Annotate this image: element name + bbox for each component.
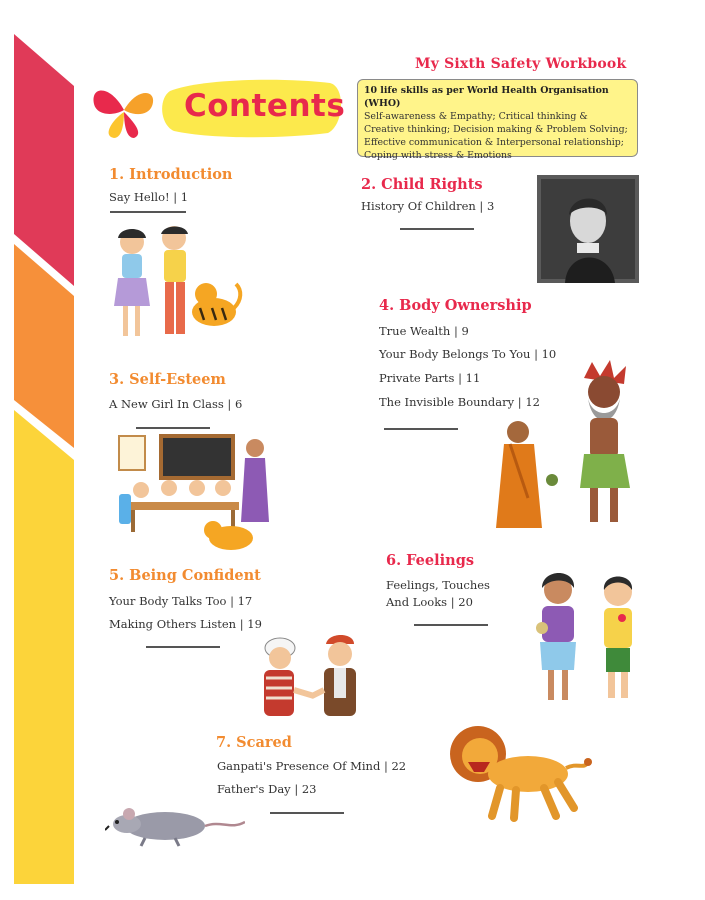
- divider: [270, 812, 344, 814]
- mouse-illustration: [105, 800, 245, 850]
- chapter-item-say-hello: Say Hello! | 1: [109, 190, 189, 204]
- boys-shaking-hands-illustration: [256, 630, 368, 722]
- chapter-heading-self-esteem: 3. Self-Esteem: [109, 371, 226, 388]
- divider: [400, 228, 474, 230]
- chapter-heading-scared: 7. Scared: [216, 734, 292, 751]
- chapter-item-fathers-day: Father's Day | 23: [217, 782, 317, 796]
- divider: [110, 211, 186, 213]
- divider: [384, 428, 458, 430]
- chapter-heading-feelings: 6. Feelings: [386, 552, 474, 569]
- chapter-item-your-body-belongs-to-you: Your Body Belongs To You | 10: [379, 347, 557, 361]
- life-skills-box: [357, 79, 638, 161]
- divider: [136, 427, 210, 429]
- chapter-heading-body-ownership: 4. Body Ownership: [379, 297, 532, 314]
- chapter-item-history-of-children: History Of Children | 3: [361, 199, 495, 213]
- classroom-illustration: [113, 434, 271, 558]
- chapter-item-ganpatis-presence-of-mind: Ganpati's Presence Of Mind | 22: [217, 759, 407, 773]
- chapter-heading-child-rights: 2. Child Rights: [361, 176, 483, 193]
- life-skills-title: 10 life skills as per World Health Organisation (WHO): [364, 85, 609, 109]
- old-photo-boy-illustration: [537, 175, 639, 283]
- divider: [146, 646, 220, 648]
- monk-and-tribal-man-illustration: [488, 358, 648, 536]
- book-title: My Sixth Safety Workbook: [415, 56, 627, 72]
- contents-title: Contents: [184, 88, 346, 124]
- chapter-item-the-invisible-boundary: The Invisible Boundary | 12: [379, 395, 540, 409]
- girl-and-boy-illustration: [528, 566, 648, 708]
- chapter-item-true-wealth: True Wealth | 9: [379, 324, 469, 338]
- butterfly-logo-icon: [88, 80, 160, 142]
- two-children-tiger-illustration: [108, 224, 244, 346]
- chapter-heading-introduction: 1. Introduction: [109, 166, 233, 183]
- chapter-item-private-parts: Private Parts | 11: [379, 371, 481, 385]
- chapter-item-a-new-girl-in-class: A New Girl In Class | 6: [109, 397, 243, 411]
- chapter-item-and-looks: And Looks | 20: [386, 595, 473, 609]
- chapter-item-making-others-listen: Making Others Listen | 19: [109, 617, 262, 631]
- lion-illustration: [444, 718, 592, 822]
- decorative-stripe: [0, 0, 80, 900]
- life-skills-text: Self-awareness & Empathy; Critical thinking & Creative thinking; Decision making & Problem Solving; Effective communication & Interpersonal relationship; Coping with stress & Emotions: [364, 111, 628, 161]
- chapter-item-your-body-talks-too: Your Body Talks Too | 17: [109, 594, 253, 608]
- chapter-item-feelings-touches: Feelings, Touches: [386, 578, 490, 592]
- divider: [414, 624, 488, 626]
- chapter-heading-being-confident: 5. Being Confident: [109, 567, 261, 584]
